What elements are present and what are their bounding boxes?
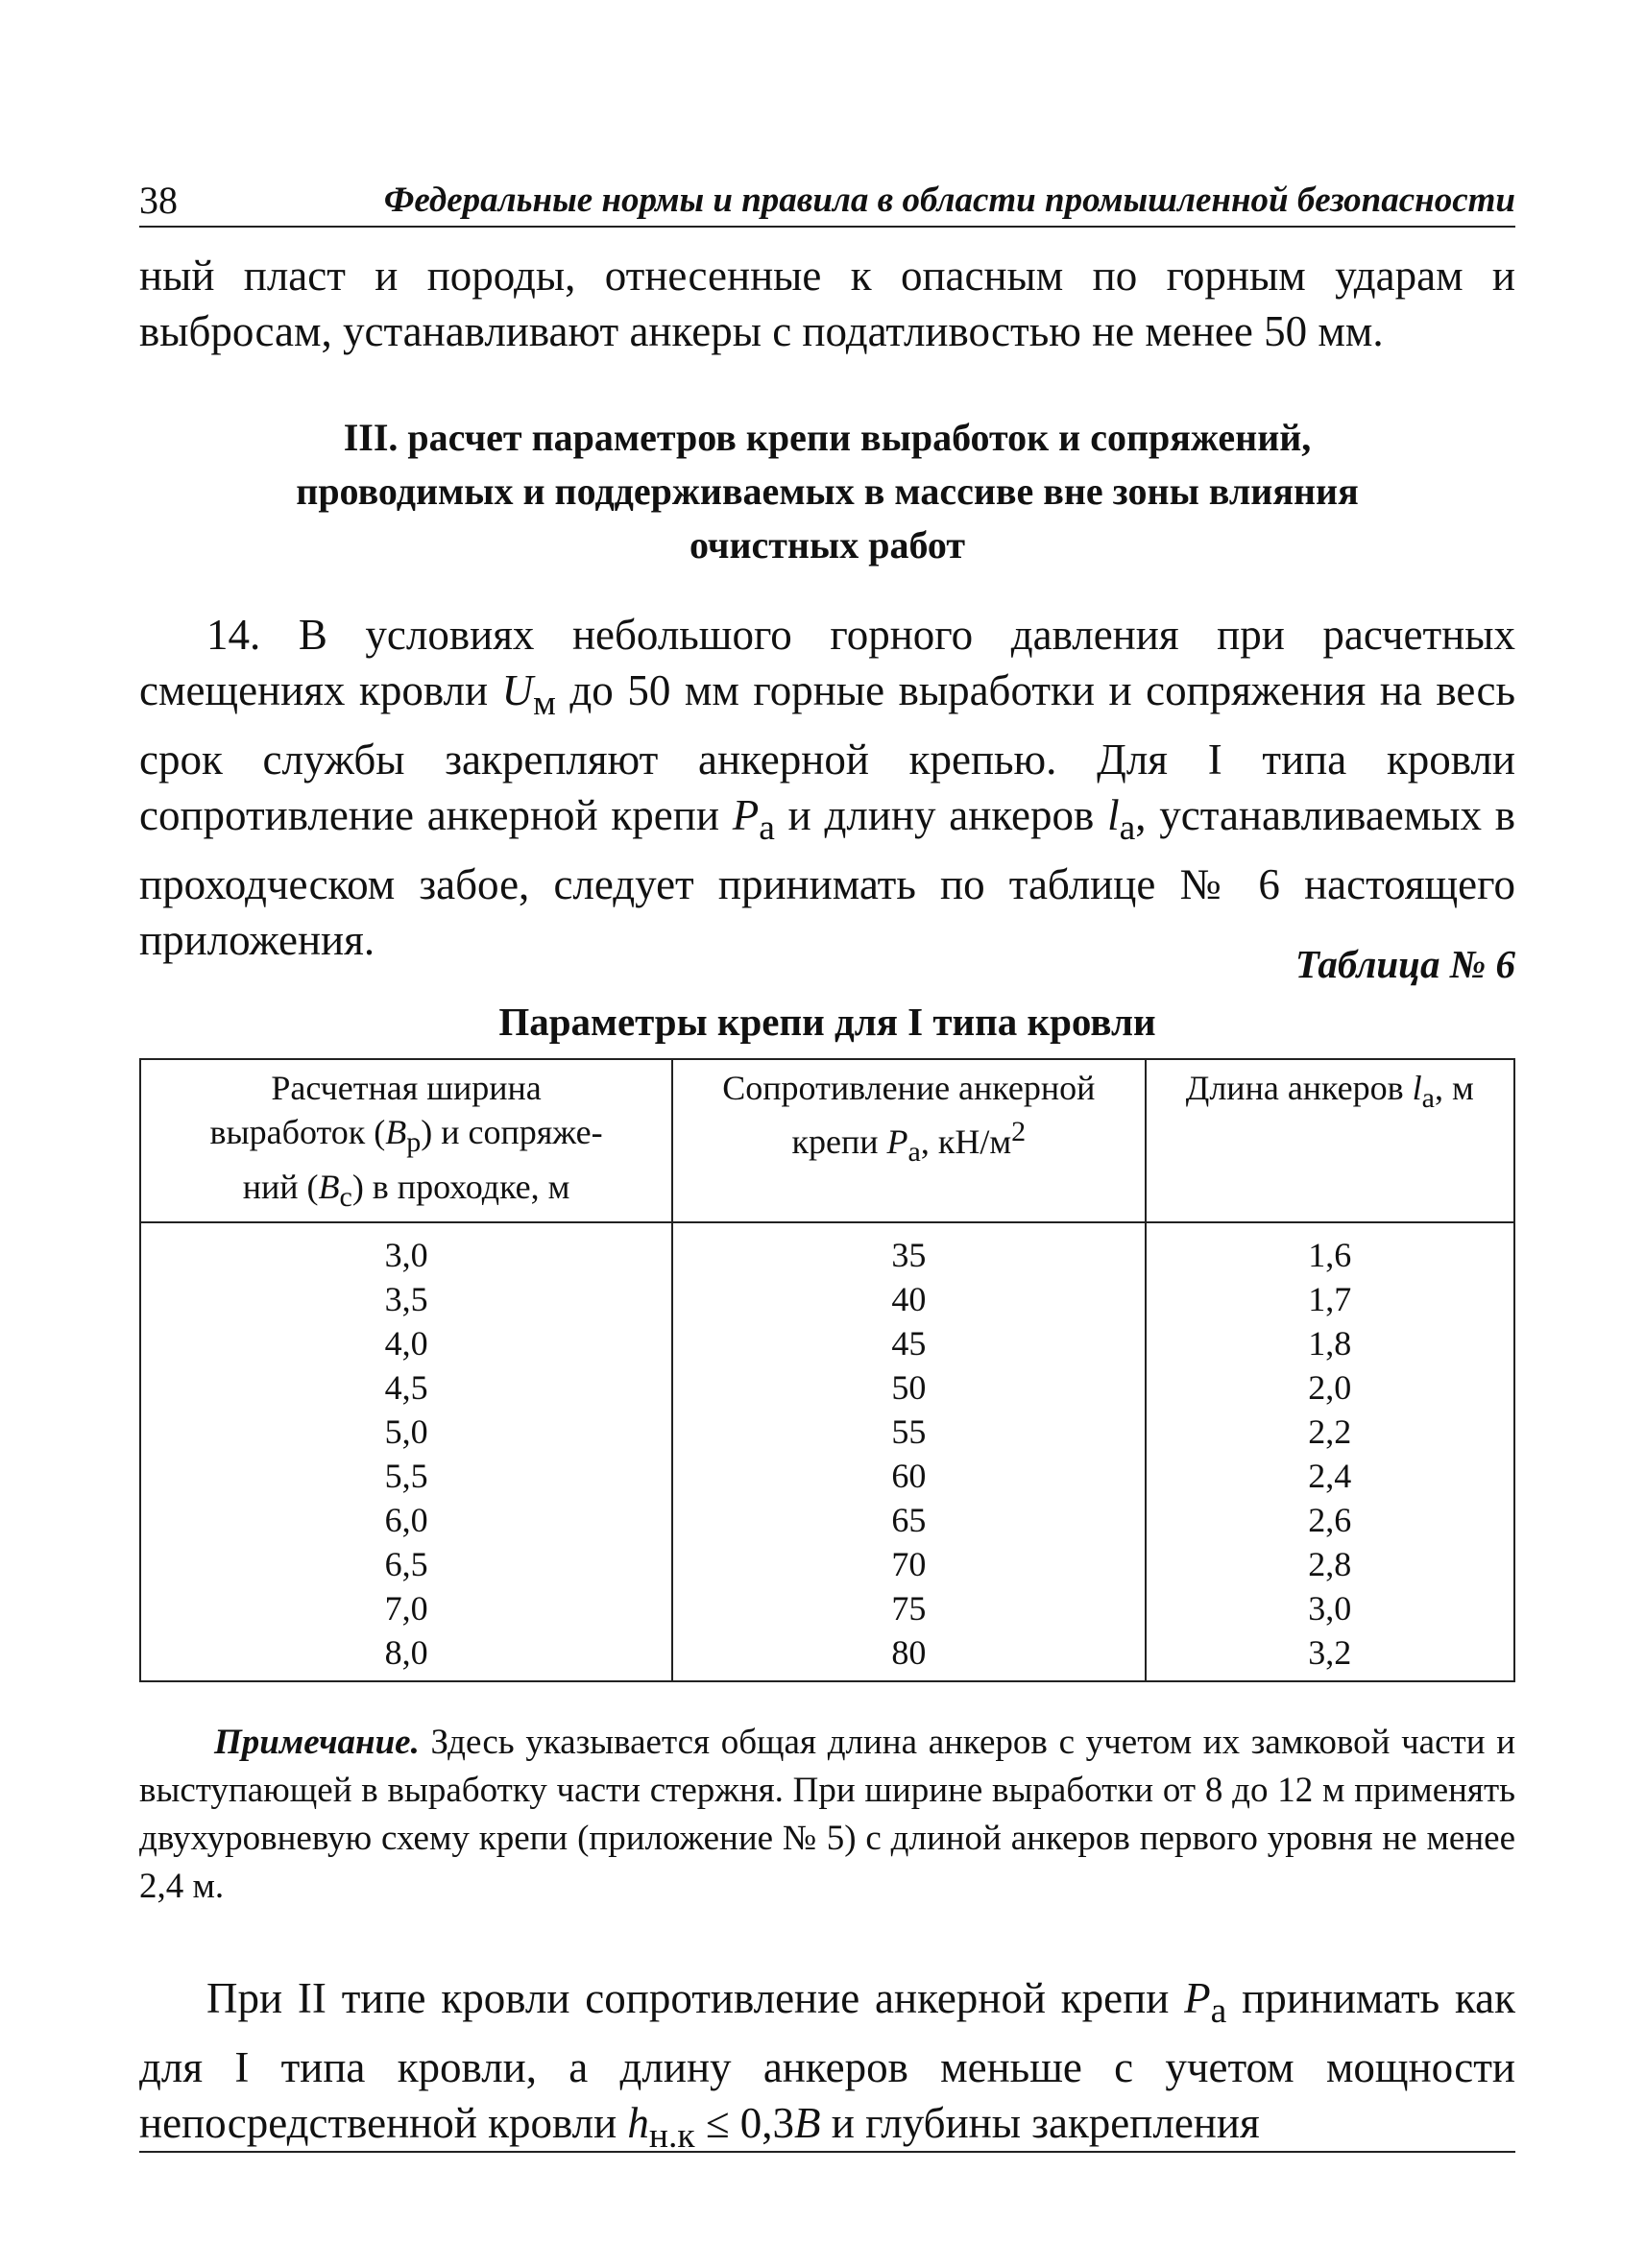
footer-rule [139,2151,1515,2153]
header-text: ) в проходке, м [351,1168,570,1207]
table-row [140,1498,1514,1542]
table-row [140,1277,1514,1321]
subscript: н.к [648,2116,695,2156]
header-resistance [672,1059,1145,1222]
table-row [140,1410,1514,1454]
subscript: а [907,1136,921,1169]
cell-anchor-length: 1,7 [1146,1277,1514,1321]
header-text: Расчетная ширина [271,1069,542,1107]
cell-anchor-length: 3,2 [1146,1630,1514,1681]
section-heading [139,411,1515,572]
cell-anchor-length: 2,0 [1146,1365,1514,1410]
table-row [140,1586,1514,1630]
symbol-p: P [886,1122,908,1161]
header-text: , м [1434,1069,1474,1107]
cell-anchor-length: 1,6 [1146,1222,1514,1277]
subscript: а [1210,1991,1227,2031]
symbol-p: P [1184,1974,1211,2022]
symbol-l: l [1412,1069,1422,1107]
table-row [140,1542,1514,1586]
final-paragraph-text: и глубины закрепления [820,2099,1260,2147]
cell-resistance: 60 [672,1454,1145,1498]
cell-width: 5,5 [140,1454,672,1498]
symbol-b: B [794,2099,821,2147]
header-anchor-length [1146,1059,1514,1222]
cell-anchor-length: 3,0 [1146,1586,1514,1630]
cell-width: 3,5 [140,1277,672,1321]
cell-resistance: 55 [672,1410,1145,1454]
cell-width: 5,0 [140,1410,672,1454]
table-row [140,1630,1514,1681]
final-paragraph-text: ≤ 0,3 [694,2099,795,2147]
header-width [140,1059,672,1222]
symbol-h: h [627,2099,649,2147]
cell-anchor-length: 2,8 [1146,1542,1514,1586]
intro-paragraph: ный пласт и породы, отнесенные к опасным по горным ударам и выбросам, устанавливают анкеры с податливостью не менее 50 мм. [139,252,1515,355]
cell-anchor-length: 1,8 [1146,1321,1514,1365]
subscript: а [759,808,775,848]
cell-anchor-length: 2,4 [1146,1454,1514,1498]
document-page [139,0,1515,2268]
symbol-l: l [1107,791,1120,839]
subscript: а [1119,808,1136,848]
cell-width: 3,0 [140,1222,672,1277]
final-paragraph-text: принимать как для I типа кровли, а длину анкеров меньше с учетом мощности непосредственной кровли [139,1974,1516,2147]
cell-width: 6,0 [140,1498,672,1542]
subscript: р [406,1126,422,1159]
cell-resistance: 80 [672,1630,1145,1681]
parameters-table [139,1058,1515,1682]
paragraph-14-text: , устанавливаемых в проходческом забое, следует принимать по таблице № 6 настоящего приложения. [139,791,1515,964]
superscript: 2 [1011,1116,1027,1147]
table-header-row [140,1059,1514,1222]
paragraph-14-text: 14. В условиях небольшого горного давления при расчетных смещениях кровли [139,611,1515,714]
cell-resistance: 45 [672,1321,1145,1365]
cell-width: 8,0 [140,1630,672,1681]
paragraph-14-text: и длину анкеров [774,791,1108,839]
cell-resistance: 35 [672,1222,1145,1277]
cell-resistance: 65 [672,1498,1145,1542]
running-title: Федеральные нормы и правила в области промышленной безопасности [383,181,1515,220]
table-row [140,1454,1514,1498]
symbol-p: P [732,791,760,839]
note-label: Примечание. [214,1723,420,1762]
table-row [140,1222,1514,1277]
cell-resistance: 70 [672,1542,1145,1586]
table-label: Таблица № 6 [1294,942,1515,986]
header-text: крепи [791,1122,887,1161]
header-text: выработок ( [209,1113,386,1151]
cell-resistance: 40 [672,1277,1145,1321]
subscript: а [1421,1082,1435,1115]
note-text: Здесь указывается общая длина анкеров с учетом их замковой части и выступающей в выработку части стержня. При ширине выработки от 8 до 12 м применять двухуровневую схему крепи (приложение № 5) с длиной анкеров первого уровня не менее 2,4 м. [139,1723,1515,1906]
header-text: ) и сопряже- [421,1113,603,1151]
table-row [140,1365,1514,1410]
cell-resistance: 50 [672,1365,1145,1410]
table-row [140,1321,1514,1365]
paragraph-14-text: до 50 мм горные выработки и сопряжения на весь срок службы закрепляют анкерной крепью. Для I типа кровли сопротивление анкерной крепи [139,666,1516,839]
final-paragraph-text: При II типе кровли сопротивление анкерной крепи [206,1974,1185,2022]
symbol-b: B [385,1113,407,1151]
subscript: с [339,1181,352,1214]
cell-anchor-length: 2,6 [1146,1498,1514,1542]
header-text: Длина анкеров [1185,1069,1413,1107]
cell-width: 7,0 [140,1586,672,1630]
section-heading-line-1: III. расчет параметров крепи выработок и сопряжений, [343,416,1312,459]
cell-anchor-length: 2,2 [1146,1410,1514,1454]
table-note [139,1719,1515,1911]
section-heading-line-2: проводимых и поддерживаемых в массиве вне зоны влияния [296,470,1359,513]
symbol-b: B [318,1168,340,1207]
section-heading-line-3: очистных работ [689,523,966,567]
page-header [139,176,1515,228]
subscript: м [533,684,556,723]
header-text: , кН/м [920,1122,1012,1161]
symbol-u: U [501,666,534,714]
cell-width: 4,5 [140,1365,672,1410]
table-caption: Параметры крепи для I типа кровли [498,1000,1156,1044]
cell-width: 6,5 [140,1542,672,1586]
header-text: ний ( [242,1168,319,1207]
paragraph-14 [139,607,1515,968]
page-number: 38 [139,179,178,222]
cell-width: 4,0 [140,1321,672,1365]
cell-resistance: 75 [672,1586,1145,1630]
header-text: Сопротивление анкерной [722,1069,1096,1107]
final-paragraph [139,1970,1515,2164]
